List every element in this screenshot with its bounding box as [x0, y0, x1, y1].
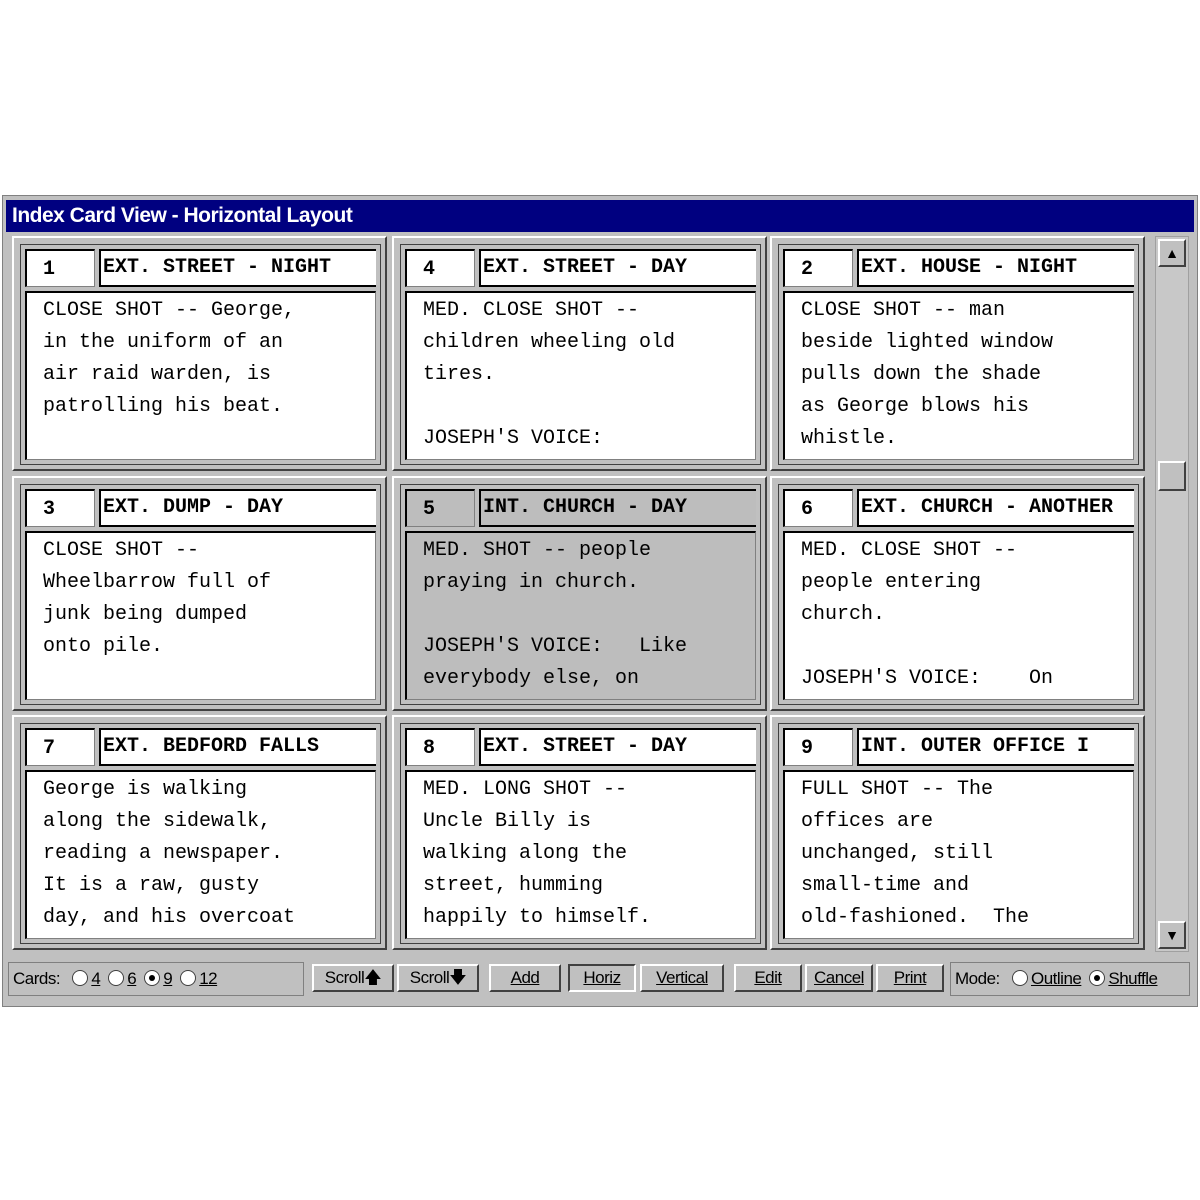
- index-card[interactable]: [392, 236, 767, 471]
- card-heading[interactable]: EXT. STREET - DAY: [479, 249, 756, 287]
- cards-option-label: 4: [91, 969, 101, 988]
- cards-option-9[interactable]: [136, 969, 172, 988]
- index-card[interactable]: [770, 715, 1145, 950]
- card-frame: [20, 723, 381, 944]
- card-heading[interactable]: INT. OUTER OFFICE I: [857, 728, 1134, 766]
- arrow-up-icon: 🡅: [364, 968, 382, 987]
- edit-button[interactable]: [734, 964, 802, 992]
- bottom-toolbar: [6, 960, 1194, 1000]
- radio-icon[interactable]: [144, 970, 160, 986]
- card-number[interactable]: 4: [405, 249, 475, 287]
- cancel-button[interactable]: [805, 964, 873, 992]
- cards-option-6[interactable]: [100, 969, 136, 988]
- card-number[interactable]: 5: [405, 489, 475, 527]
- index-card[interactable]: [770, 476, 1145, 711]
- cancel-label: Cancel: [814, 968, 864, 987]
- card-frame: [20, 244, 381, 465]
- scroll-down-label: Scroll: [409, 968, 450, 987]
- scroll-down-arrow-icon[interactable]: ▼: [1158, 921, 1186, 949]
- arrow-down-icon: 🡇: [449, 968, 467, 987]
- vertical-label: Vertical: [656, 968, 708, 987]
- scroll-up-label: Scroll: [324, 968, 365, 987]
- card-number[interactable]: 3: [25, 489, 95, 527]
- card-frame: [778, 244, 1139, 465]
- mode-option-label: Outline: [1030, 969, 1082, 988]
- card-body[interactable]: CLOSE SHOT -- George, in the uniform of an air raid warden, is patrolling his beat.: [25, 291, 376, 460]
- cards-option-label: 12: [199, 969, 218, 988]
- card-grid: [12, 236, 1152, 952]
- card-body[interactable]: CLOSE SHOT -- man beside lighted window pulls down the shade as George blows his whistle.: [783, 291, 1134, 460]
- card-number[interactable]: 7: [25, 728, 95, 766]
- vertical-scrollbar[interactable]: [1155, 236, 1189, 952]
- index-card[interactable]: [12, 236, 387, 471]
- card-frame: [20, 484, 381, 705]
- card-frame: [778, 484, 1139, 705]
- index-card[interactable]: [392, 715, 767, 950]
- card-number[interactable]: 9: [783, 728, 853, 766]
- card-body[interactable]: CLOSE SHOT -- Wheelbarrow full of junk being dumped onto pile.: [25, 531, 376, 700]
- add-card-button[interactable]: [489, 964, 561, 992]
- index-card[interactable]: [12, 476, 387, 711]
- card-heading[interactable]: INT. CHURCH - DAY: [479, 489, 756, 527]
- print-button[interactable]: [876, 964, 944, 992]
- print-label: Print: [893, 968, 927, 987]
- mode-option-outline[interactable]: [1004, 969, 1081, 988]
- window-title: Index Card View - Horizontal Layout: [6, 200, 1194, 232]
- card-heading[interactable]: EXT. DUMP - DAY: [99, 489, 376, 527]
- card-frame: [400, 484, 761, 705]
- card-body[interactable]: George is walking along the sidewalk, reading a newspaper. It is a raw, gusty day, and his overcoat: [25, 770, 376, 939]
- card-frame: [778, 723, 1139, 944]
- card-heading[interactable]: EXT. CHURCH - ANOTHER: [857, 489, 1134, 527]
- card-body[interactable]: MED. CLOSE SHOT -- children wheeling old tires. JOSEPH'S VOICE:: [405, 291, 756, 460]
- index-card[interactable]: [12, 715, 387, 950]
- mode-option-shuffle[interactable]: [1081, 969, 1157, 988]
- card-heading[interactable]: EXT. STREET - DAY: [479, 728, 756, 766]
- horiz-label: Horiz: [583, 968, 621, 987]
- cards-option-label: 6: [127, 969, 137, 988]
- cards-label: Cards:: [13, 969, 61, 988]
- card-frame: [400, 723, 761, 944]
- card-body[interactable]: MED. CLOSE SHOT -- people entering church. JOSEPH'S VOICE: On: [783, 531, 1134, 700]
- card-number[interactable]: 2: [783, 249, 853, 287]
- mode-option-label: Shuffle: [1108, 969, 1158, 988]
- card-number[interactable]: 6: [783, 489, 853, 527]
- card-body[interactable]: MED. SHOT -- people praying in church. JOSEPH'S VOICE: Like everybody else, on: [405, 531, 756, 700]
- scroll-up-button[interactable]: [312, 964, 394, 992]
- radio-icon[interactable]: [108, 970, 124, 986]
- card-body[interactable]: FULL SHOT -- The offices are unchanged, still small-time and old-fashioned. The: [783, 770, 1134, 939]
- card-number[interactable]: 1: [25, 249, 95, 287]
- scrollbar-thumb[interactable]: [1158, 461, 1186, 491]
- scroll-up-arrow-icon[interactable]: ▲: [1158, 239, 1186, 267]
- horiz-layout-button[interactable]: [568, 964, 636, 992]
- card-heading[interactable]: EXT. HOUSE - NIGHT: [857, 249, 1134, 287]
- add-label: Add: [510, 968, 540, 987]
- mode-group: [950, 962, 1190, 996]
- cards-option-12[interactable]: [172, 969, 217, 988]
- cards-option-4[interactable]: [64, 969, 100, 988]
- card-body[interactable]: MED. LONG SHOT -- Uncle Billy is walking along the street, humming happily to himself.: [405, 770, 756, 939]
- radio-icon[interactable]: [1089, 970, 1105, 986]
- card-frame: [400, 244, 761, 465]
- scroll-down-button[interactable]: [397, 964, 479, 992]
- edit-label: Edit: [754, 968, 782, 987]
- index-card[interactable]: [392, 476, 767, 711]
- radio-icon[interactable]: [1012, 970, 1028, 986]
- radio-icon[interactable]: [180, 970, 196, 986]
- index-card[interactable]: [770, 236, 1145, 471]
- radio-icon[interactable]: [72, 970, 88, 986]
- card-number[interactable]: 8: [405, 728, 475, 766]
- index-card-window: [2, 195, 1198, 1007]
- card-heading[interactable]: EXT. BEDFORD FALLS: [99, 728, 376, 766]
- card-heading[interactable]: EXT. STREET - NIGHT: [99, 249, 376, 287]
- cards-count-group: [8, 962, 304, 996]
- mode-label: Mode:: [955, 969, 1000, 988]
- vertical-layout-button[interactable]: [640, 964, 724, 992]
- cards-option-label: 9: [163, 969, 173, 988]
